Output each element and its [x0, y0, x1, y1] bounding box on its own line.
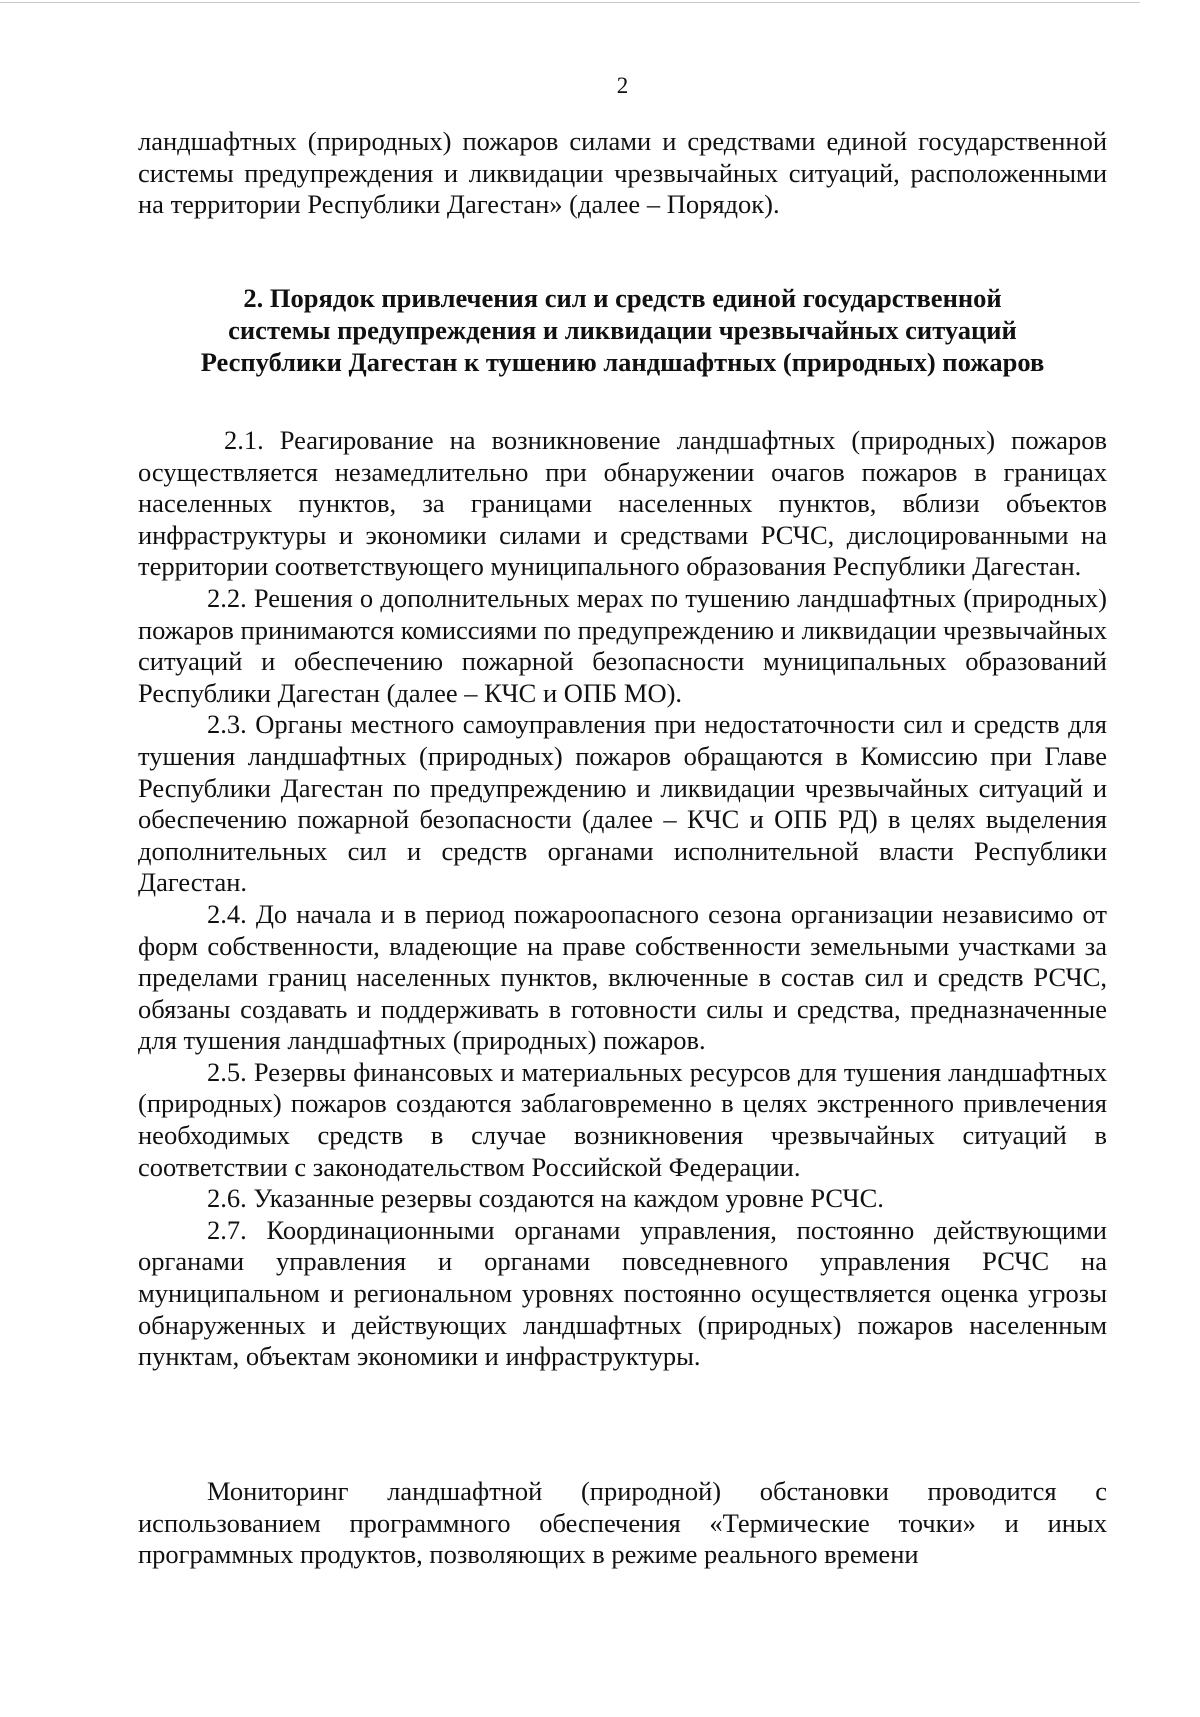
scan-top-edge	[0, 2, 1140, 3]
page-number: 2	[616, 73, 629, 98]
paragraph-2-6: 2.6. Указанные резервы создаются на каждом уровне РСЧС.	[207, 1183, 884, 1214]
section-body	[138, 425, 1107, 1373]
monitoring-section	[138, 1476, 1107, 1571]
paragraph-2-7: 2.7. Координационными органами управления, постоянно действующими органами управления и органами повседневного управления РСЧС на муниципальном и региональном уровнях постоянно осуществляется оценка угрозы обнаруженных и действующих ландшафтных (природных) пожаров населенным пунктам, объектам экономики и инфраструктуры.	[138, 1214, 1107, 1372]
section-heading	[138, 282, 1107, 378]
intro-paragraph: ландшафтных (природных) пожаров силами и средствами единой государственной системы предупреждения и ликвидации чрезвычайных ситуаций, расположенными на территории Республики Дагестан» (далее – Порядок).	[138, 126, 1107, 220]
paragraph-2-3: 2.3. Органы местного самоуправления при недостаточности сил и средств для тушения ландшафтных (природных) пожаров обращаются в Комиссию при Главе Республики Дагестан по предупреждению и ликвидации чрезвычайных ситуаций и обеспечению пожарной безопасности (далее – КЧС и ОПБ РД) в целях выделения дополнительных сил и средств органами исполнительной власти Республики Дагестан.	[138, 709, 1107, 898]
intro-section	[138, 126, 1107, 221]
paragraph-2-5: 2.5. Резервы финансовых и материальных ресурсов для тушения ландшафтных (природных) пожаров создаются заблаговременно в целях экстренного привлечения необходимых средств в случае возникновения чрезвычайных ситуаций в соответствии с законодательством Российской Федерации.	[138, 1056, 1107, 1182]
paragraph-2-2: 2.2. Решения о дополнительных мерах по тушению ландшафтных (природных) пожаров принимаются комиссиями по предупреждению и ликвидации чрезвычайных ситуаций и обеспечению пожарной безопасности муниципальных образований Республики Дагестан (далее – КЧС и ОПБ МО).	[138, 582, 1107, 708]
section-heading-line-2: системы предупреждения и ликвидации чрезвычайных ситуаций	[228, 315, 1017, 345]
monitoring-paragraph: Мониторинг ландшафтной (природной) обстановки проводится с использованием программного обеспечения «Термические точки» и иных программных продуктов, позволяющих в режиме реального времени	[138, 1476, 1107, 1570]
section-heading-line-3: Республики Дагестан к тушению ландшафтных (природных) пожаров	[200, 347, 1045, 377]
section-heading-line-1: 2. Порядок привлечения сил и средств единой государственной	[243, 283, 1002, 313]
paragraph-2-4: 2.4. До начала и в период пожароопасного сезона организации независимо от форм собственности, владеющие на праве собственности земельными участками за пределами границ населенных пунктов, включенные в состав сил и средств РСЧС, обязаны создавать и поддерживать в готовности силы и средства, предназначенные для тушения ландшафтных (природных) пожаров.	[138, 898, 1107, 1056]
paragraph-2-1: 2.1. Реагирование на возникновение ландшафтных (природных) пожаров осуществляется незамедлительно при обнаружении очагов пожаров в границах населенных пунктов, за границами населенных пунктов, вблизи объектов инфраструктуры и экономики силами и средствами РСЧС, дислоцированными на территории соответствующего муниципального образования Республики Дагестан.	[138, 425, 1107, 582]
